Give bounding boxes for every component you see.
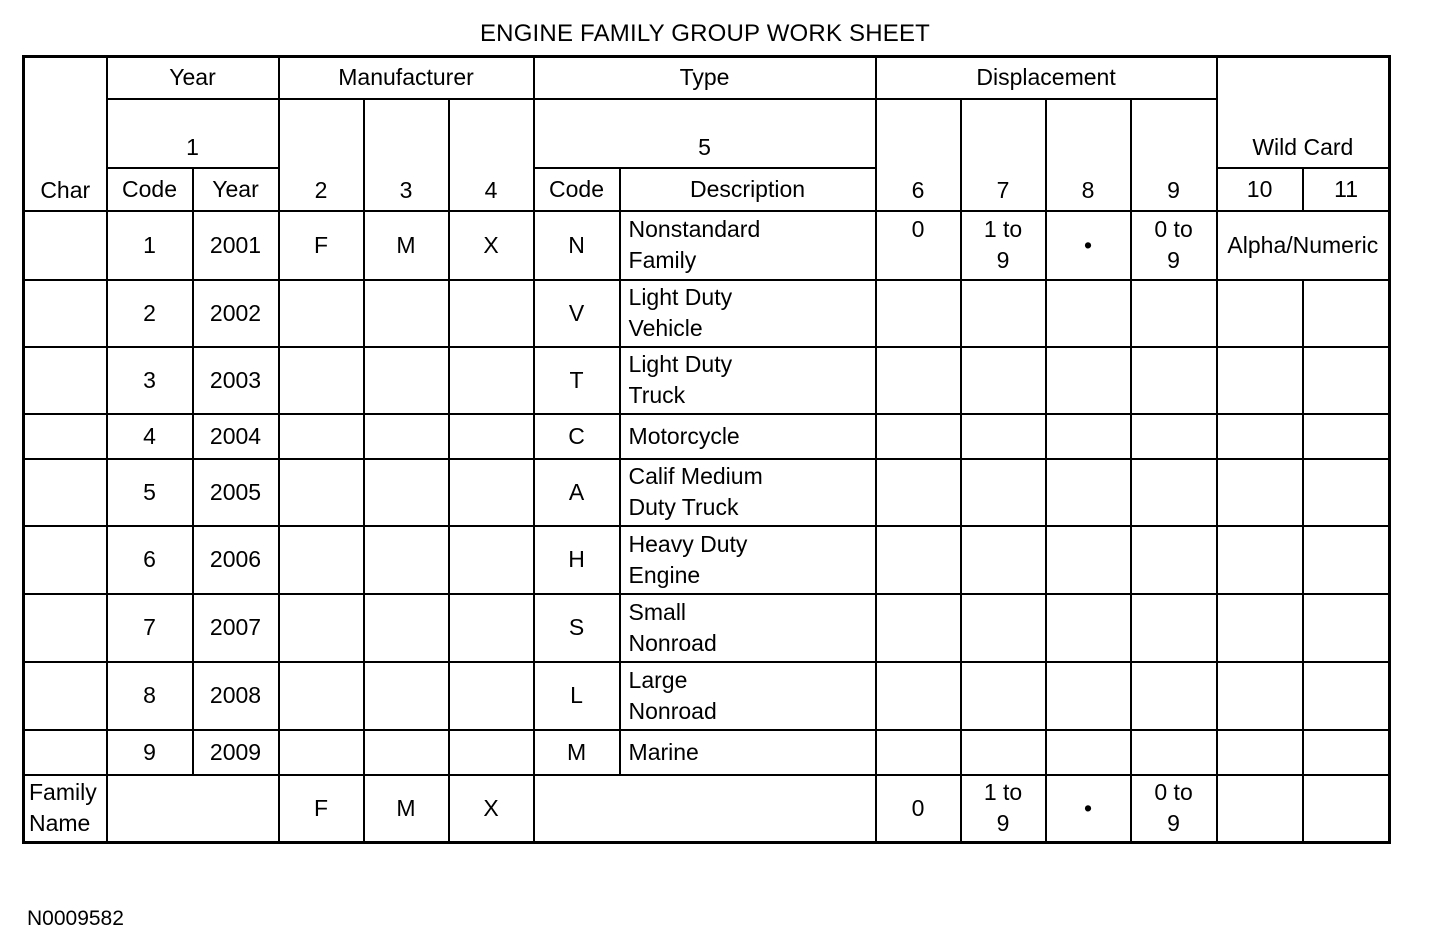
wild-card-cell [1217, 662, 1303, 730]
manufacturer-cell [279, 347, 364, 414]
displacement-cell [876, 594, 961, 662]
family-displacement-cell: 0 [876, 775, 961, 843]
wild-card-cell [1303, 414, 1390, 459]
document-id: N0009582 [27, 907, 124, 930]
year-cell: 2001 [193, 211, 279, 280]
wild-card-cell [1217, 459, 1303, 526]
displacement-cell [876, 459, 961, 526]
description-cell: Nonstandard Family [620, 211, 876, 280]
family-wild-card-cell [1217, 775, 1303, 843]
displacement-cell [961, 662, 1046, 730]
manufacturer-group-header: Manufacturer [279, 57, 534, 99]
char-cell [24, 414, 107, 459]
wild-card-cell [1217, 730, 1303, 775]
group-header-row [24, 57, 1390, 99]
displacement-cell: 0 [876, 211, 961, 280]
wild-card-group-header: Wild Card [1217, 57, 1390, 168]
description-cell: Small Nonroad [620, 594, 876, 662]
year-cell: 2005 [193, 459, 279, 526]
position-number-row [24, 99, 1390, 168]
displacement-cell [876, 730, 961, 775]
displacement-cell [1046, 594, 1131, 662]
family-type-cell [534, 775, 876, 843]
wild-card-cell [1303, 526, 1390, 594]
wild-card-cell [1217, 594, 1303, 662]
displacement-cell [1131, 280, 1217, 347]
displacement-cell [876, 662, 961, 730]
wild-card-cell [1217, 414, 1303, 459]
position-2-header: 2 [279, 99, 364, 211]
displacement-cell [961, 280, 1046, 347]
manufacturer-cell [364, 459, 449, 526]
year-cell: 2002 [193, 280, 279, 347]
table-row [24, 459, 1390, 526]
family-name-row [24, 775, 1390, 843]
displacement-cell [961, 730, 1046, 775]
manufacturer-cell [279, 459, 364, 526]
manufacturer-cell [279, 594, 364, 662]
family-displacement-cell: 1 to 9 [961, 775, 1046, 843]
displacement-cell [1131, 662, 1217, 730]
wild-card-cell [1303, 730, 1390, 775]
manufacturer-cell: M [364, 211, 449, 280]
year-code-cell: 1 [107, 211, 193, 280]
year-code-cell: 5 [107, 459, 193, 526]
char-cell [24, 594, 107, 662]
manufacturer-cell [449, 526, 534, 594]
char-header: Char [24, 57, 107, 211]
displacement-cell [876, 414, 961, 459]
table-row [24, 730, 1390, 775]
displacement-cell [1046, 662, 1131, 730]
displacement-cell [1046, 526, 1131, 594]
type-code-cell: A [534, 459, 620, 526]
description-cell: Light Duty Vehicle [620, 280, 876, 347]
manufacturer-cell [449, 414, 534, 459]
wild-card-cell [1217, 526, 1303, 594]
year-cell: 2004 [193, 414, 279, 459]
manufacturer-cell [449, 662, 534, 730]
type-code-header: Code [534, 168, 620, 211]
description-cell: Light Duty Truck [620, 347, 876, 414]
wild-card-cell [1303, 459, 1390, 526]
family-manufacturer-cell: X [449, 775, 534, 843]
description-cell: Heavy Duty Engine [620, 526, 876, 594]
type-code-cell: M [534, 730, 620, 775]
displacement-cell: 1 to 9 [961, 211, 1046, 280]
manufacturer-cell [364, 662, 449, 730]
char-cell [24, 526, 107, 594]
year-cell: 2009 [193, 730, 279, 775]
displacement-cell [876, 526, 961, 594]
manufacturer-cell: F [279, 211, 364, 280]
position-1-header: 1 [107, 99, 279, 168]
manufacturer-cell [279, 662, 364, 730]
displacement-cell [961, 526, 1046, 594]
year-cell: 2003 [193, 347, 279, 414]
wild-card-cell [1217, 347, 1303, 414]
year-code-cell: 4 [107, 414, 193, 459]
type-code-cell: H [534, 526, 620, 594]
manufacturer-cell [364, 730, 449, 775]
char-cell [24, 280, 107, 347]
position-3-header: 3 [364, 99, 449, 211]
displacement-cell [961, 414, 1046, 459]
displacement-cell [876, 347, 961, 414]
manufacturer-cell [449, 730, 534, 775]
family-displacement-cell: 0 to 9 [1131, 775, 1217, 843]
type-code-cell: L [534, 662, 620, 730]
type-group-header: Type [534, 57, 876, 99]
displacement-cell [1131, 459, 1217, 526]
displacement-cell: 0 to 9 [1131, 211, 1217, 280]
description-cell: Motorcycle [620, 414, 876, 459]
wild-card-cell [1303, 280, 1390, 347]
position-10-header: 10 [1217, 168, 1303, 211]
position-6-header: 6 [876, 99, 961, 211]
table-row [24, 662, 1390, 730]
char-cell [24, 730, 107, 775]
manufacturer-cell [279, 526, 364, 594]
wild-card-cell [1303, 594, 1390, 662]
type-code-cell: T [534, 347, 620, 414]
table-body [24, 57, 1390, 843]
char-cell [24, 662, 107, 730]
displacement-cell [1046, 730, 1131, 775]
year-code-cell: 8 [107, 662, 193, 730]
description-cell: Marine [620, 730, 876, 775]
year-group-header: Year [107, 57, 279, 99]
position-9-header: 9 [1131, 99, 1217, 211]
manufacturer-cell [364, 526, 449, 594]
displacement-cell [1046, 280, 1131, 347]
type-code-cell: N [534, 211, 620, 280]
family-wild-card-cell [1303, 775, 1390, 843]
family-manufacturer-cell: M [364, 775, 449, 843]
year-cell: 2008 [193, 662, 279, 730]
wild-card-cell [1217, 280, 1303, 347]
family-manufacturer-cell: F [279, 775, 364, 843]
manufacturer-cell [449, 459, 534, 526]
manufacturer-cell [279, 280, 364, 347]
displacement-cell [961, 347, 1046, 414]
manufacturer-cell [279, 414, 364, 459]
manufacturer-cell [449, 280, 534, 347]
year-code-cell: 3 [107, 347, 193, 414]
position-7-header: 7 [961, 99, 1046, 211]
table-row [24, 280, 1390, 347]
displacement-cell [961, 459, 1046, 526]
displacement-cell [1131, 414, 1217, 459]
type-code-cell: S [534, 594, 620, 662]
displacement-cell [1131, 730, 1217, 775]
family-displacement-cell: • [1046, 775, 1131, 843]
position-8-header: 8 [1046, 99, 1131, 211]
manufacturer-cell [364, 347, 449, 414]
manufacturer-cell [449, 347, 534, 414]
year-code-cell: 6 [107, 526, 193, 594]
manufacturer-cell [364, 414, 449, 459]
displacement-cell: • [1046, 211, 1131, 280]
char-cell [24, 347, 107, 414]
family-year-cell [107, 775, 279, 843]
year-code-cell: 7 [107, 594, 193, 662]
displacement-cell [876, 280, 961, 347]
year-code-header: Code [107, 168, 193, 211]
year-code-cell: 9 [107, 730, 193, 775]
table-row [24, 211, 1390, 280]
manufacturer-cell [279, 730, 364, 775]
description-cell: Calif Medium Duty Truck [620, 459, 876, 526]
manufacturer-cell: X [449, 211, 534, 280]
displacement-cell [961, 594, 1046, 662]
displacement-cell [1131, 526, 1217, 594]
displacement-cell [1131, 594, 1217, 662]
wild-card-cell [1303, 662, 1390, 730]
family-name-label: Family Name [24, 775, 107, 843]
table-row [24, 594, 1390, 662]
type-code-cell: V [534, 280, 620, 347]
displacement-cell [1046, 347, 1131, 414]
engine-family-table [22, 55, 1391, 844]
wild-card-cell [1303, 347, 1390, 414]
manufacturer-cell [449, 594, 534, 662]
position-5-header: 5 [534, 99, 876, 168]
position-4-header: 4 [449, 99, 534, 211]
worksheet-title: ENGINE FAMILY GROUP WORK SHEET [479, 20, 931, 47]
year-code-cell: 2 [107, 280, 193, 347]
position-11-header: 11 [1303, 168, 1390, 211]
table-row [24, 526, 1390, 594]
manufacturer-cell [364, 280, 449, 347]
description-header: Description [620, 168, 876, 211]
displacement-cell [1046, 459, 1131, 526]
table-row [24, 414, 1390, 459]
wild-card-cell: Alpha/Numeric [1217, 211, 1390, 280]
displacement-group-header: Displacement [876, 57, 1217, 99]
year-cell: 2006 [193, 526, 279, 594]
description-cell: Large Nonroad [620, 662, 876, 730]
manufacturer-cell [364, 594, 449, 662]
displacement-cell [1046, 414, 1131, 459]
year-header: Year [193, 168, 279, 211]
char-cell [24, 211, 107, 280]
year-cell: 2007 [193, 594, 279, 662]
table-row [24, 347, 1390, 414]
char-cell [24, 459, 107, 526]
displacement-cell [1131, 347, 1217, 414]
type-code-cell: C [534, 414, 620, 459]
